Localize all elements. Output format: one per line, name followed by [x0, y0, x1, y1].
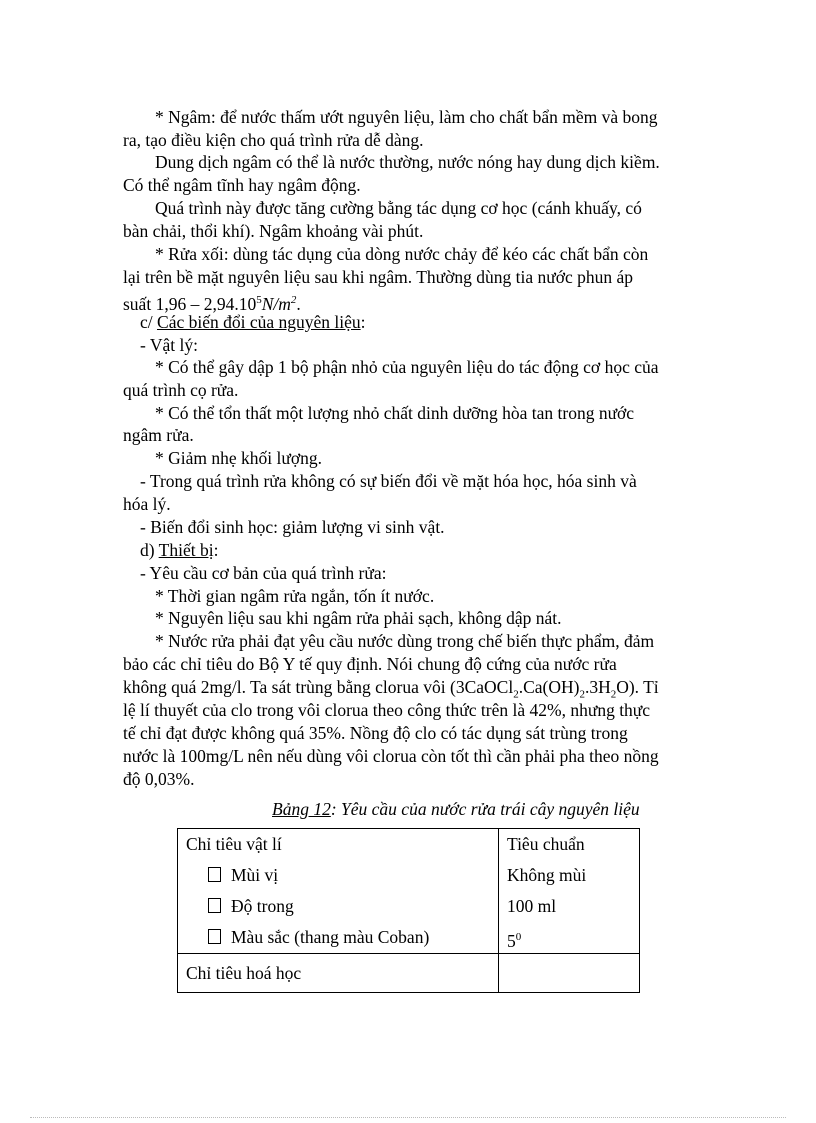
text-segment: O). Tỉ [616, 677, 659, 697]
physical-header: Chỉ tiêu vật lí [186, 834, 282, 854]
text-line [140, 562, 386, 584]
text-segment: 2 [513, 688, 519, 701]
item-label: Mùi vị [231, 865, 279, 885]
text-segment: 2 [579, 688, 585, 701]
item-value-sup: 0 [515, 931, 522, 943]
text-segment: 5 [256, 294, 262, 306]
text-line [155, 197, 642, 219]
text-segment: .3H [584, 677, 611, 697]
text-segment: tế chỉ đạt được không quá 35%. Nồng độ clo có tác dụng sát trùng trong [123, 723, 628, 743]
text-line [123, 493, 171, 515]
text-line [155, 151, 660, 173]
table-row [178, 829, 640, 954]
text-segment: - Trong quá trình rửa không có sự biến đổi về mặt hóa học, hóa sinh và [140, 471, 637, 491]
text-line [123, 379, 238, 401]
standard-header: Tiêu chuẩn [507, 834, 585, 854]
text-segment: không quá 2mg/l. Ta sát trùng bằng clorua vôi (3CaOCl [123, 677, 514, 697]
text-segment: N/m [261, 293, 291, 314]
item-color [178, 922, 498, 953]
item-value [499, 922, 639, 953]
table-cell-empty [499, 954, 640, 993]
text-segment: Các biến đổi của nguyên liệu [157, 312, 361, 332]
text-line [155, 447, 322, 469]
item-value: Không mùi [507, 865, 587, 885]
table-row [178, 954, 640, 993]
text-segment: * Có thể gây dập 1 bộ phận nhỏ của nguyên liệu do tác động cơ học của [155, 357, 659, 377]
table-caption-title: : Yêu cầu của nước rửa trái cây nguyên liệu [330, 799, 640, 819]
checkbox-square-icon [208, 898, 221, 913]
item-value-base: 5 [507, 930, 516, 951]
text-segment: lại trên bề mặt nguyên liệu sau khi ngâm. Thường dùng tia nước phun áp [123, 267, 634, 287]
text-segment: - Vật lý: [140, 335, 199, 355]
table-cell-physical [178, 829, 499, 954]
text-line [140, 470, 637, 492]
table-caption [272, 798, 640, 820]
checkbox-square-icon [208, 929, 221, 944]
text-line [155, 630, 654, 652]
item-label: Độ trong [231, 896, 294, 916]
text-segment: - Biến đổi sinh học: giảm lượng vi sinh vật. [140, 517, 445, 537]
text-line [140, 539, 218, 561]
text-line [123, 722, 628, 744]
text-segment: Có thể ngâm tĩnh hay ngâm động. [123, 175, 361, 195]
text-line [123, 699, 650, 721]
text-segment: 2 [290, 294, 297, 306]
text-line [155, 585, 434, 607]
text-segment: hóa lý. [123, 494, 171, 514]
text-segment: - Yêu cầu cơ bản của quá trình rửa: [140, 563, 387, 583]
text-line [123, 129, 424, 151]
item-label: Màu sắc (thang màu Coban) [231, 927, 430, 947]
text-line [123, 745, 659, 767]
text-line [123, 768, 194, 790]
text-segment: * Rửa xối: dùng tác dụng của dòng nước chảy để kéo các chất bẩn còn [155, 244, 649, 264]
text-segment: Quá trình này được tăng cường bằng tác dụng cơ học (cánh khuấy, có [155, 198, 642, 218]
text-segment: * Thời gian ngâm rửa ngắn, tốn ít nước. [155, 586, 435, 606]
checkbox-square-icon [208, 867, 221, 882]
text-line [123, 424, 194, 446]
text-segment: Thiết bị [158, 540, 214, 560]
item-taste [178, 860, 498, 891]
text-segment: * Giảm nhẹ khối lượng. [155, 448, 322, 468]
text-line [123, 220, 423, 242]
text-segment: . [296, 293, 301, 314]
text-line [155, 106, 658, 128]
item-clarity [178, 891, 498, 922]
text-line [155, 243, 648, 265]
item-value: 100 ml [507, 896, 557, 916]
text-segment: * Có thể tổn thất một lượng nhỏ chất dinh dưỡng hòa tan trong nước [155, 403, 635, 423]
page-bottom-divider [30, 1117, 786, 1118]
text-segment: Dung dịch ngâm có thể là nước thường, nước nóng hay dung dịch kiềm. [155, 152, 660, 172]
text-line [123, 174, 361, 196]
text-line [155, 356, 659, 378]
water-requirements-table [177, 828, 640, 993]
text-segment: c/ [140, 312, 158, 332]
text-segment: : [360, 312, 366, 332]
text-segment: bảo các chỉ tiêu do Bộ Y tế quy định. Nói chung độ cứng của nước rửa [123, 654, 617, 674]
chemical-header: Chỉ tiêu hoá học [186, 963, 302, 983]
text-segment: d) [140, 540, 159, 560]
text-segment: ra, tạo điều kiện cho quá trình rửa dễ dàng. [123, 130, 424, 150]
text-line [123, 653, 617, 675]
text-segment: bàn chải, thổi khí). Ngâm khoảng vài phút. [123, 221, 424, 241]
table-cell-standard [499, 829, 640, 954]
text-line [140, 311, 366, 333]
text-line [155, 607, 562, 629]
text-segment: * Nước rửa phải đạt yêu cầu nước dùng trong chế biến thực phẩm, đảm [155, 631, 655, 651]
text-segment: ngâm rửa. [123, 425, 194, 445]
text-line [155, 402, 634, 424]
text-segment: * Nguyên liệu sau khi ngâm rửa phải sạch, không dập nát. [155, 608, 562, 628]
text-line [123, 266, 633, 288]
text-segment: : [213, 540, 219, 560]
text-segment: 2 [610, 688, 617, 701]
text-line [140, 334, 198, 356]
text-line [140, 516, 445, 538]
text-segment: .Ca(OH) [518, 677, 580, 697]
chemical-value [499, 954, 639, 985]
table-cell-chemical [178, 954, 499, 993]
text-segment: quá trình cọ rửa. [123, 380, 239, 400]
text-segment: suất 1,96 – 2,94.10 [123, 293, 257, 314]
text-segment: * Ngâm: để nước thấm ướt nguyên liệu, làm cho chất bẩn mềm và bong [155, 107, 658, 127]
text-segment: nước là 100mg/L nên nếu dùng vôi clorua còn tốt thì cần phải pha theo nồng [123, 746, 659, 766]
table-caption-number: Bảng 12 [272, 799, 331, 819]
text-segment: độ 0,03%. [123, 769, 195, 789]
text-segment: lệ lí thuyết của clo trong vôi clorua theo công thức trên là 42%, nhưng thực [123, 700, 651, 720]
